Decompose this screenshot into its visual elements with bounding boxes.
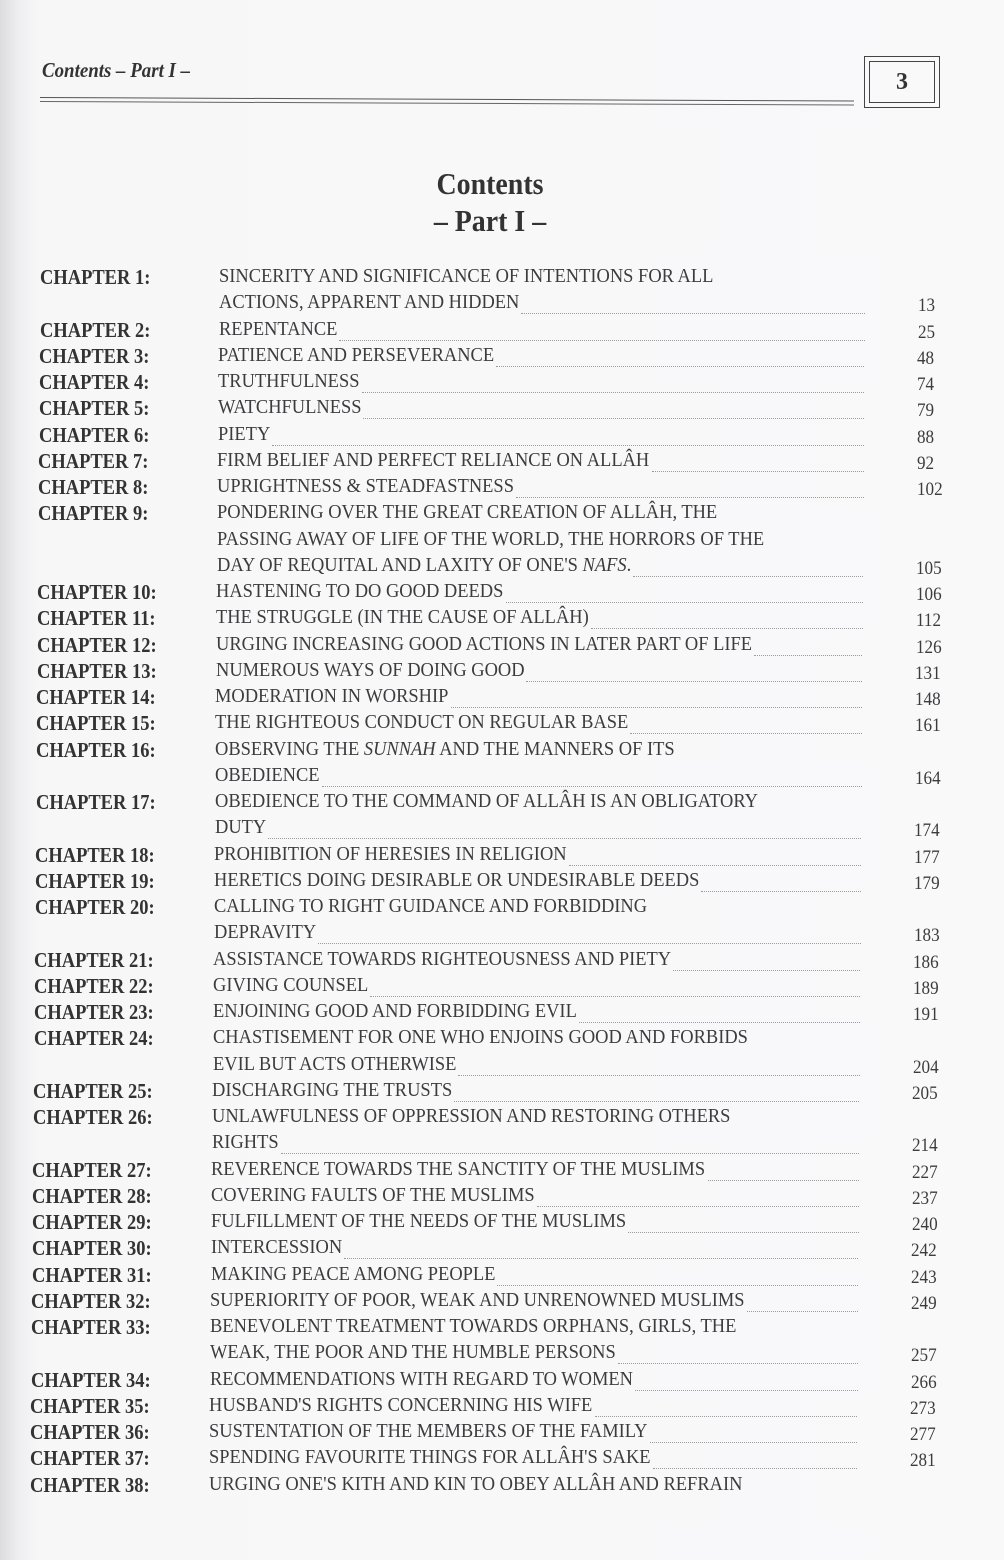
chapter-title-line: PATIENCE AND PERSEVERANCE: [218, 343, 495, 366]
chapter-title-line: OBSERVING THE SUNNAH AND THE MANNERS OF ITS: [214, 737, 675, 760]
chapter-title-line: UPRIGHTNESS & STEADFASTNESS: [217, 475, 515, 497]
chapter-label: CHAPTER 27:: [32, 1157, 153, 1182]
chapter-label: CHAPTER 3:: [39, 343, 150, 368]
chapter-title-line: FIRM BELIEF AND PERFECT RELIANCE ON ALLÂH: [217, 448, 650, 471]
chapter-label: CHAPTER 29:: [31, 1210, 152, 1234]
page-ref: 186: [913, 951, 939, 973]
page-ref: 273: [910, 1397, 936, 1419]
chapter-title-line: URGING ONE'S KITH AND KIN TO OBEY ALLÂH AND REFRAIN: [208, 1472, 743, 1495]
chapter-label: CHAPTER 31:: [31, 1262, 152, 1287]
chapter-title-line: PASSING AWAY OF LIFE OF THE WORLD, THE HORRORS OF THE: [216, 527, 765, 550]
page-ref: 214: [912, 1135, 938, 1157]
page-number: 3: [869, 61, 935, 103]
chapter-label: CHAPTER 22:: [33, 973, 154, 998]
leader-dots: [630, 731, 862, 734]
leader-dots: [526, 679, 862, 682]
chapter-title-line: MODERATION IN WORSHIP: [215, 685, 449, 707]
chapter-label: CHAPTER 17:: [35, 790, 156, 814]
leader-dots: [673, 968, 860, 971]
chapter-title-line: ACTIONS, APPARENT AND HIDDEN: [219, 291, 520, 314]
chapter-label: CHAPTER 13:: [36, 658, 157, 683]
page-ref: 179: [913, 872, 940, 894]
chapter-label: CHAPTER 12:: [36, 632, 157, 657]
leader-dots: [272, 443, 864, 446]
page-ref: 177: [914, 846, 940, 868]
chapter-title-line: CHASTISEMENT FOR ONE WHO ENJOINS GOOD AND FORBIDS: [212, 1026, 748, 1049]
chapter-title-line: THE STRUGGLE (IN THE CAUSE OF ALLÂH): [216, 606, 589, 629]
page-ref: 106: [915, 584, 942, 605]
page-ref: 237: [911, 1187, 938, 1209]
leader-dots: [281, 1151, 860, 1154]
leader-dots: [708, 1178, 859, 1181]
page-number-box: [864, 56, 940, 108]
page-ref: 189: [913, 977, 939, 999]
chapter-title-line: PONDERING OVER THE GREAT CREATION OF ALLÂH, THE: [216, 501, 718, 524]
page-ref: 227: [911, 1161, 938, 1183]
page-ref: 164: [914, 767, 941, 789]
chapter-title-line: HASTENING TO DO GOOD DEEDS: [216, 580, 504, 602]
running-head: Contents – Part I –: [42, 58, 191, 82]
page-ref: 161: [914, 715, 941, 737]
chapter-label: CHAPTER 19:: [34, 868, 155, 893]
leader-dots: [339, 338, 865, 341]
page-title: Contents: [436, 166, 544, 201]
leader-dots: [458, 1073, 860, 1076]
leader-dots: [595, 1414, 858, 1417]
chapter-title-line: DUTY: [214, 816, 266, 839]
chapter-label: CHAPTER 30:: [31, 1236, 152, 1261]
chapter-label: CHAPTER 15:: [36, 711, 156, 736]
leader-dots: [701, 889, 861, 892]
chapter-title-line: DEPRAVITY: [213, 921, 316, 944]
chapter-label: CHAPTER 9:: [37, 501, 149, 526]
leader-dots: [506, 600, 863, 603]
header-rule: [40, 97, 854, 106]
leader-dots: [537, 1204, 859, 1207]
leader-dots: [362, 390, 865, 393]
chapter-label: CHAPTER 24:: [33, 1026, 154, 1051]
chapter-title-line: OBEDIENCE: [214, 763, 320, 786]
page-ref: 249: [911, 1292, 937, 1314]
chapter-title-line: BENEVOLENT TREATMENT TOWARDS ORPHANS, GIRLS, THE: [210, 1315, 737, 1337]
page-ref: 126: [915, 636, 942, 658]
chapter-title-line: DAY OF REQUITAL AND LAXITY OF ONE'S NAFS.: [216, 553, 632, 576]
chapter-title-line: SUSTENTATION OF THE MEMBERS OF THE FAMILY: [209, 1420, 648, 1442]
leader-dots: [497, 1283, 858, 1286]
chapter-title-line: PROHIBITION OF HERESIES IN RELIGION: [214, 842, 567, 865]
chapter-title-line: ENJOINING GOOD AND FORBIDDING EVIL: [212, 1000, 577, 1022]
chapter-label: CHAPTER 36:: [30, 1420, 150, 1444]
chapter-title-line: WATCHFULNESS: [217, 396, 362, 419]
leader-dots: [754, 653, 863, 656]
chapter-title-line: HERETICS DOING DESIRABLE OR UNDESIRABLE DEEDS: [213, 868, 700, 891]
chapter-title-line: REPENTANCE: [218, 317, 337, 340]
chapter-title-line: SINCERITY AND SIGNIFICANCE OF INTENTIONS FOR ALL: [219, 265, 714, 287]
leader-dots: [591, 626, 863, 629]
chapter-title-line: RECOMMENDATIONS WITH REGARD TO WOMEN: [209, 1367, 633, 1390]
chapter-label: CHAPTER 34:: [30, 1367, 151, 1392]
chapter-label: CHAPTER 38:: [29, 1472, 150, 1497]
leader-dots: [496, 364, 864, 367]
leader-dots: [635, 1388, 858, 1391]
chapter-label: CHAPTER 25:: [33, 1078, 153, 1103]
chapter-title-line: SUPERIORITY OF POOR, WEAK AND UNRENOWNED MUSLIMS: [210, 1288, 745, 1311]
chapter-title-line: OBEDIENCE TO THE COMMAND OF ALLÂH IS AN OBLIGATORY: [214, 790, 758, 812]
chapter-title-line: FULFILLMENT OF THE NEEDS OF THE MUSLIMS: [210, 1210, 627, 1232]
chapter-title-line: DISCHARGING THE TRUSTS: [212, 1078, 453, 1101]
chapter-title-line: THE RIGHTEOUS CONDUCT ON REGULAR BASE: [215, 711, 629, 734]
leader-dots: [650, 1440, 857, 1443]
chapter-label: CHAPTER 23:: [33, 1000, 154, 1024]
leader-dots: [521, 311, 865, 314]
page-ref: 88: [916, 426, 935, 448]
leader-dots: [454, 1099, 859, 1102]
page-ref: 183: [913, 925, 940, 947]
page-ref: 174: [914, 820, 941, 842]
page-ref: 74: [917, 374, 935, 395]
chapter-label: CHAPTER 35:: [30, 1393, 151, 1418]
page-ref: 243: [911, 1266, 937, 1288]
chapter-title-line: ASSISTANCE TOWARDS RIGHTEOUSNESS AND PIETY: [213, 947, 672, 970]
page-ref: 102: [916, 479, 943, 500]
chapter-label: CHAPTER 37:: [29, 1446, 150, 1471]
leader-dots: [451, 705, 862, 708]
chapter-label: CHAPTER 4:: [39, 370, 150, 394]
leader-dots: [628, 1230, 858, 1233]
chapter-title-line: COVERING FAULTS OF THE MUSLIMS: [211, 1183, 535, 1206]
chapter-title-line: WEAK, THE POOR AND THE HUMBLE PERSONS: [210, 1341, 616, 1364]
chapter-label: CHAPTER 5:: [38, 396, 150, 421]
chapter-label: CHAPTER 26:: [32, 1105, 153, 1129]
page-ref: 281: [909, 1450, 936, 1472]
leader-dots: [633, 574, 863, 577]
chapter-title-line: TRUTHFULNESS: [218, 370, 360, 392]
page-ref: 242: [911, 1240, 938, 1262]
leader-dots: [363, 416, 864, 419]
page-ref: 257: [910, 1345, 937, 1367]
leader-dots: [318, 941, 861, 944]
leader-dots: [569, 863, 861, 866]
leader-dots: [268, 836, 862, 839]
leader-dots: [579, 1020, 860, 1023]
chapter-label: CHAPTER 21:: [34, 947, 154, 972]
chapter-label: CHAPTER 32:: [31, 1288, 151, 1313]
chapter-title-line: SPENDING FAVOURITE THINGS FOR ALLÂH'S SAKE: [208, 1446, 651, 1469]
chapter-title-line: PIETY: [217, 422, 270, 445]
page-subtitle: – Part I –: [433, 203, 547, 238]
leader-dots: [344, 1256, 858, 1259]
chapter-title-line: URGING INCREASING GOOD ACTIONS IN LATER PART OF LIFE: [215, 632, 752, 655]
page-ref: 25: [917, 321, 935, 343]
page-ref: 240: [911, 1214, 938, 1235]
leader-dots: [322, 784, 862, 787]
page-ref: 13: [918, 295, 936, 317]
page-ref: 48: [917, 347, 935, 369]
chapter-title-line: GIVING COUNSEL: [212, 973, 369, 996]
chapter-label: CHAPTER 8:: [38, 475, 149, 499]
chapter-title-line: INTERCESSION: [210, 1236, 342, 1259]
page-ref: 112: [915, 610, 941, 632]
chapter-label: CHAPTER 7:: [38, 448, 149, 473]
chapter-title-line: MAKING PEACE AMONG PEOPLE: [210, 1262, 495, 1285]
chapter-label: CHAPTER 16:: [35, 737, 156, 762]
chapter-label: CHAPTER 11:: [37, 606, 156, 631]
chapter-label: CHAPTER 1:: [40, 265, 151, 289]
leader-dots: [370, 994, 860, 997]
chapter-label: CHAPTER 2:: [39, 317, 150, 342]
page-ref: 105: [916, 557, 943, 579]
page-ref: 277: [910, 1424, 936, 1445]
chapter-title-line: CALLING TO RIGHT GUIDANCE AND FORBIDDING: [213, 895, 647, 917]
leader-dots: [652, 469, 864, 472]
chapter-title-line: REVERENCE TOWARDS THE SANCTITY OF THE MUSLIMS: [211, 1157, 706, 1180]
page-ref: 204: [912, 1056, 939, 1078]
leader-dots: [516, 495, 863, 498]
chapter-title-line: NUMEROUS WAYS OF DOING GOOD: [215, 658, 525, 681]
page-ref: 131: [915, 662, 941, 684]
chapter-label: CHAPTER 6:: [38, 422, 150, 447]
chapter-title-line: HUSBAND'S RIGHTS CONCERNING HIS WIFE: [209, 1393, 593, 1416]
page-ref: 92: [916, 452, 934, 474]
chapter-label: CHAPTER 20:: [34, 895, 155, 919]
chapter-label: CHAPTER 33:: [31, 1315, 151, 1339]
page-ref: 148: [915, 689, 941, 710]
chapter-title-line: UNLAWFULNESS OF OPPRESSION AND RESTORING OTHERS: [211, 1105, 731, 1127]
chapter-label: CHAPTER 28:: [32, 1183, 152, 1208]
chapter-label: CHAPTER 14:: [36, 685, 157, 709]
chapter-label: CHAPTER 10:: [37, 580, 157, 604]
page-ref: 191: [913, 1004, 939, 1025]
page-ref: 266: [910, 1371, 937, 1393]
page-ref: 205: [912, 1082, 939, 1104]
leader-dots: [618, 1361, 858, 1364]
leader-dots: [747, 1309, 858, 1312]
chapter-title-line: RIGHTS: [211, 1131, 279, 1154]
chapter-label: CHAPTER 18:: [35, 842, 155, 867]
chapter-title-line: EVIL BUT ACTS OTHERWISE: [212, 1052, 456, 1075]
page-ref: 79: [917, 400, 935, 422]
leader-dots: [653, 1466, 857, 1469]
